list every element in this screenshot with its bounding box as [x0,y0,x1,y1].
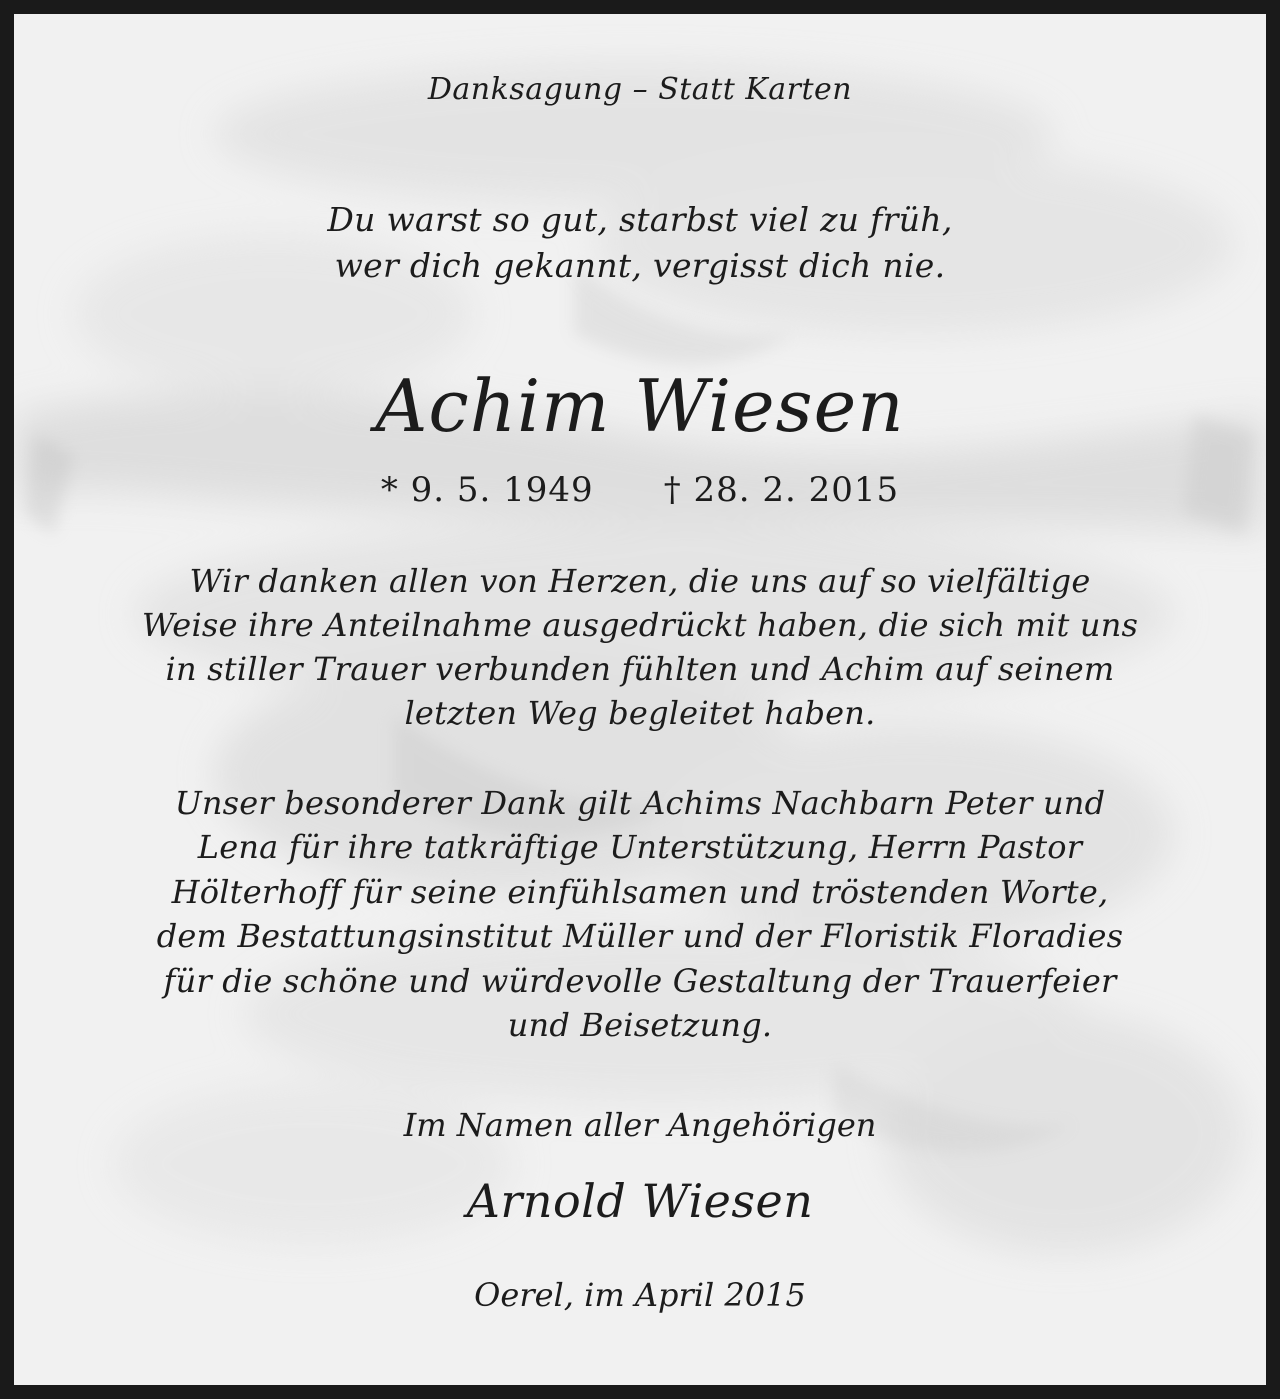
notice-header: Danksagung – Statt Karten [427,72,853,107]
special-thanks-line: Lena für ihre tatkräftige Unterstützung, Herrn Pastor [197,828,1083,866]
birth-date: * 9. 5. 1949 [380,470,594,510]
life-dates [54,470,1226,510]
special-thanks-line: für die schöne und würdevolle Gestaltung der Trauerfeier [163,962,1117,1000]
special-thanks-line: dem Bestattungsinstitut Müller und der Floristik Floradies [156,917,1124,955]
place-and-date: Oerel, im April 2015 [474,1276,806,1314]
special-thanks-line: Unser besonderer Dank gilt Achims Nachbarn Peter und [174,784,1106,822]
notice-content [14,14,1266,1385]
verse-line-2: wer dich gekannt, vergisst dich nie. [334,246,946,285]
thanks-paragraph-line: Wir danken allen von Herzen, die uns auf so vielfältige [189,562,1091,600]
closing-line: Im Namen aller Angehörigen [403,1106,877,1144]
special-thanks-line: Hölterhoff für seine einfühlsamen und tröstenden Worte, [171,873,1109,911]
deceased-name: Achim Wiesen [375,364,905,448]
verse-line-1: Du warst so gut, starbst viel zu früh, [327,200,953,239]
thanks-paragraph-line: Weise ihre Anteilnahme ausgedrückt haben, die sich mit uns [141,606,1139,644]
death-date: † 28. 2. 2015 [663,470,900,510]
thanks-paragraph-line: letzten Weg begleitet haben. [404,694,876,732]
signer-name: Arnold Wiesen [466,1174,814,1228]
thanks-paragraph-line: in stiller Trauer verbunden fühlten und Achim auf seinem [165,650,1115,688]
special-thanks-line: und Beisetzung. [507,1006,773,1044]
